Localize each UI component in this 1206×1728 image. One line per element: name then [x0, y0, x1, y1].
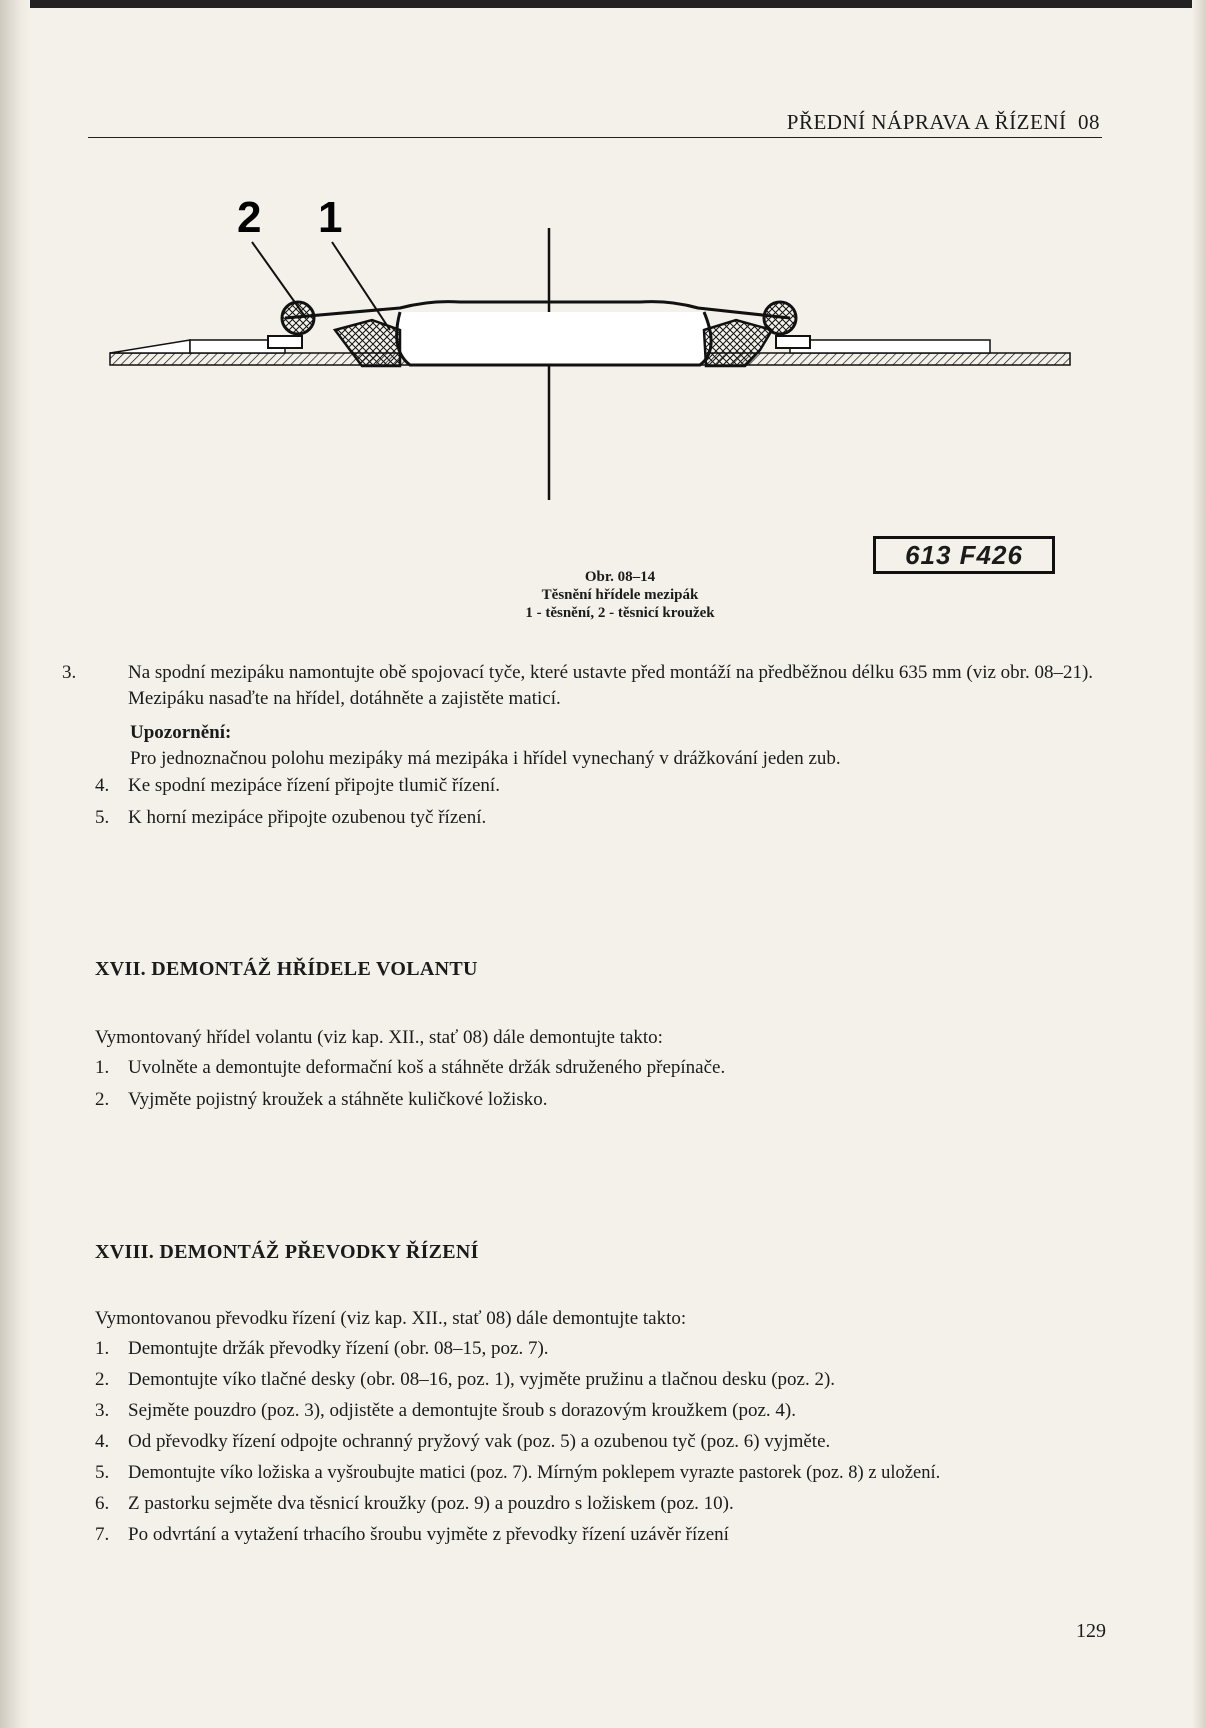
step-text: Sejměte pouzdro (poz. 3), odjistěte a demontujte šroub s dorazovým kroužkem (poz. 4).	[128, 1400, 796, 1421]
section-18-body	[95, 1306, 1105, 1548]
list-item	[95, 1522, 1105, 1548]
more-step-list	[95, 773, 1095, 831]
list-item	[95, 1336, 1105, 1362]
list-item	[95, 1429, 1105, 1455]
step-number: 6.	[95, 1493, 110, 1514]
step-number: 7.	[95, 1524, 110, 1545]
sealing-ring-left	[282, 302, 314, 334]
step-number: 1.	[95, 1057, 110, 1078]
notice-block	[130, 720, 1090, 772]
step-number: 5.	[95, 807, 110, 828]
step-number: 4.	[95, 775, 110, 796]
list-item	[95, 1367, 1105, 1393]
section-17-intro: Vymontovaný hřídel volantu (viz kap. XII., stať 08) dále demontujte takto:	[95, 1027, 663, 1048]
callout-2: 2	[237, 193, 262, 242]
section-17-title: XVII. DEMONTÁŽ HŘÍDELE VOLANTU	[95, 958, 478, 980]
figure-code-stamp: 613 F426	[873, 536, 1055, 574]
step-text: Ke spodní mezipáce řízení připojte tlumič řízení.	[128, 775, 500, 796]
step-text: Uvolněte a demontujte deformační koš a stáhněte držák sdruženého přepínače.	[128, 1057, 726, 1078]
header-rule	[88, 137, 1102, 138]
callout-1: 1	[318, 193, 343, 242]
step-text: Demontujte víko ložiska a vyšroubujte matici (poz. 7). Mírným poklepem vyrazte pastorek (poz. 8) z uložení.	[128, 1463, 941, 1483]
step-text: Po odvrtání a vytažení trhacího šroubu vyjměte z převodky řízení uzávěr řízení	[128, 1524, 729, 1545]
section-18-title: XVIII. DEMONTÁŽ PŘEVODKY ŘÍZENÍ	[95, 1241, 479, 1263]
step-text: Od převodky řízení odpojte ochranný pryžový vak (poz. 5) a ozubenou tyč (poz. 6) vyjměte.	[128, 1431, 831, 1452]
scan-top-edge	[0, 0, 1206, 8]
step-text: Na spodní mezipáku namontujte obě spojovací tyče, které ustavte před montáží na předběžnou délku 635 mm (viz obr. 08–21). Mezipáku nasaďte na hřídel, dotáhněte a zajistěte maticí.	[128, 662, 1094, 709]
list-item	[95, 1491, 1105, 1517]
seal-cross-section-figure	[100, 190, 1080, 520]
list-item	[95, 1087, 1095, 1113]
list-item	[95, 805, 1095, 831]
book-spine-shadow	[0, 0, 30, 1728]
list-item	[62, 660, 1095, 712]
running-header	[787, 110, 1100, 135]
seal-drawing	[100, 190, 1080, 520]
list-item	[95, 1460, 1105, 1486]
caption-number: Obr. 08–14	[584, 569, 656, 585]
page-right-edge	[1192, 0, 1206, 1728]
header-title: PŘEDNÍ NÁPRAVA A ŘÍZENÍ	[786, 110, 1067, 134]
step-number: 5.	[95, 1462, 110, 1483]
section-17-body	[95, 1025, 1095, 1113]
step-text: K horní mezipáce připojte ozubenou tyč řízení.	[128, 807, 487, 828]
step-number: 3.	[62, 662, 77, 683]
step-number: 4.	[95, 1431, 110, 1452]
notice-text: Pro jednoznačnou polohu mezipáky má mezipáka i hřídel vynechaný v drážkování jeden zub.	[130, 748, 841, 769]
step-text: Vyjměte pojistný kroužek a stáhněte kuličkové ložisko.	[128, 1089, 548, 1110]
step-number: 2.	[95, 1089, 110, 1110]
list-item	[95, 1055, 1095, 1081]
step-text: Demontujte víko tlačné desky (obr. 08–16, poz. 1), vyjměte pružinu a tlačnou desku (poz. 2).	[128, 1369, 836, 1390]
page-number: 129	[1076, 1620, 1106, 1642]
step-text: Demontujte držák převodky řízení (obr. 08–15, poz. 7).	[128, 1338, 549, 1359]
boot-body	[397, 312, 711, 365]
list-item	[95, 773, 1095, 799]
caption-title: Těsnění hřídele mezipák	[541, 587, 699, 603]
figure-caption	[440, 568, 800, 622]
step-number: 1.	[95, 1338, 110, 1359]
caption-legend: 1 - těsnění, 2 - těsnicí kroužek	[525, 605, 715, 621]
step-number: 2.	[95, 1369, 110, 1390]
step-number: 3.	[95, 1400, 110, 1421]
list-item	[95, 1398, 1105, 1424]
step-text: Z pastorku sejměte dva těsnicí kroužky (poz. 9) a pouzdro s ložiskem (poz. 10).	[128, 1493, 734, 1514]
notice-title: Upozornění:	[130, 722, 232, 743]
header-section-number: 08	[1078, 110, 1100, 134]
section-18-intro: Vymontovanou převodku řízení (viz kap. XII., stať 08) dále demontujte takto:	[95, 1308, 687, 1329]
leader-line-1	[332, 242, 390, 330]
intro-step-list	[62, 660, 1095, 712]
